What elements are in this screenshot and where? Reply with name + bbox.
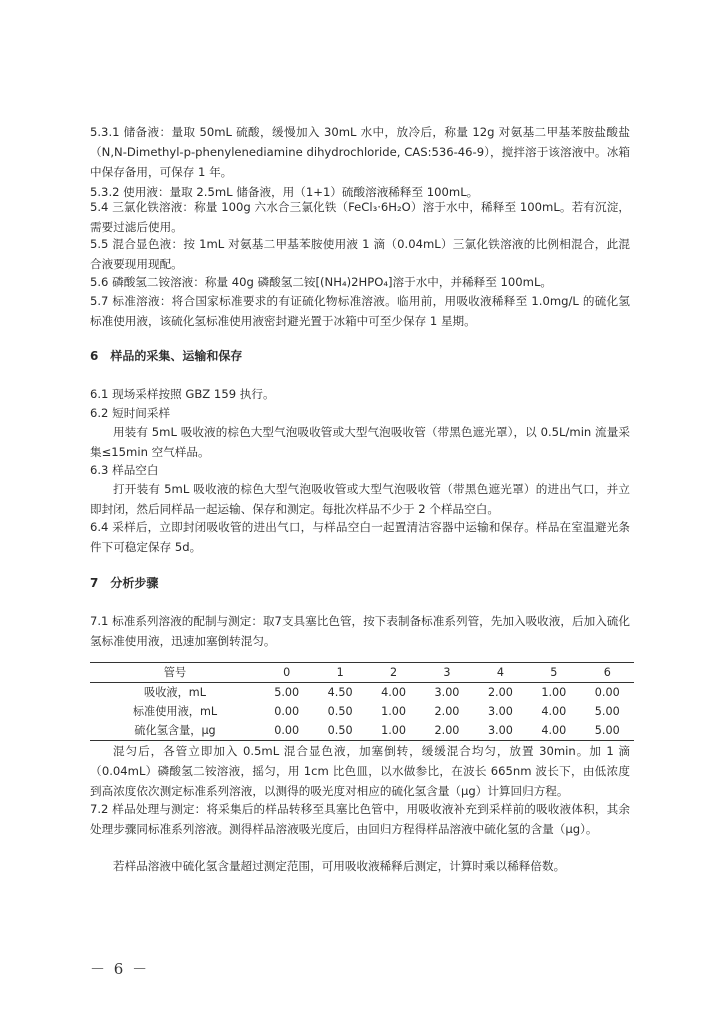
table-cell: 2.00 <box>487 686 513 699</box>
section-7-2-note: 若样品溶液中硫化氢含量超过测定范围，可用吸收液稀释后测定，计算时乘以稀释倍数。 <box>113 859 566 873</box>
section-7-2: 7.2 样品处理与测定：将采集后的样品转移至具塞比色管中，用吸收液补充到采样前的吸收液体积，其余处理步骤同标准系列溶液。测得样品溶液吸光度后，由回归方程得样品溶液中硫化氢的含量（μg）。 <box>90 802 630 836</box>
table-row-label: 吸收液，mL <box>144 686 206 699</box>
table-cell: 0.50 <box>327 724 353 737</box>
section-5-7: 5.7 标准溶液：将合国家标准要求的有证硫化物标准溶液。临用前，用吸收液稀释至 1.0mg/L 的硫化氢标准使用液，该硫化氢标准使用液密封避光置于冰箱中可至少保存 1 星期。 <box>90 294 630 328</box>
table-header-cell: 5 <box>550 666 558 679</box>
section-6-4: 6.4 采样后，立即封闭吸收管的进出气口，与样品空白一起置清洁容器中运输和保存。样品在室温避光条件下可稳定保存 5d。 <box>90 520 630 554</box>
heading-section-6: 6 样品的采集、运输和保存 <box>90 349 243 363</box>
table-cell: 4.00 <box>541 724 567 737</box>
table-row-label: 标准使用液，mL <box>132 705 218 718</box>
table-cell: 3.00 <box>434 686 460 699</box>
table-cell: 0.00 <box>594 686 620 699</box>
section-6-3-title: 6.3 样品空白 <box>90 463 159 477</box>
section-6-1: 6.1 现场采样按照 GBZ 159 执行。 <box>90 387 275 401</box>
table-cell: 5.00 <box>594 724 620 737</box>
table-header-cell: 4 <box>496 666 504 679</box>
section-5-3-1: 5.3.1 储备液：量取 50mL 硫酸，缓慢加入 30mL 水中，放冷后，称量 12g 对氨基二甲基苯胺盐酸盐（N,N-Dimethyl-p-phenylenediamine dihydrochloride, CAS:536-46-9），搅拌溶于该溶液中。冰箱中保存备用，可保存 1 年。 <box>90 125 630 179</box>
standard-series-table <box>90 662 634 741</box>
section-5-3-2: 5.3.2 使用液：量取 2.5mL 储备液，用（1+1）硫酸溶液稀释至 100mL。 <box>90 185 479 199</box>
table-row <box>90 721 634 741</box>
table-cell: 0.50 <box>327 705 353 718</box>
table-cell: 1.00 <box>541 686 567 699</box>
section-6-3-body: 打开装有 5mL 吸收液的棕色大型气泡吸收管或大型气泡吸收管（带黑色遮光罩）的进出气口，并立即封闭，然后同样品一起运输、保存和测定。每批次样品不少于 2 个样品空白。 <box>90 482 630 516</box>
table-header-cell: 2 <box>389 666 398 679</box>
table-header-label: 管号 <box>163 666 187 679</box>
section-6-2-body: 用装有 5mL 吸收液的棕色大型气泡吸收管或大型气泡吸收管（带黑色遮光罩），以 0.5L/min 流量采集≤15min 空气样品。 <box>90 425 630 459</box>
section-7-1: 7.1 标准系列溶液的配制与测定：取7支具塞比色管，按下表制备标准系列管，先加入吸收液，后加入硫化氢标准使用液，迅速加塞倒转混匀。 <box>90 614 630 648</box>
table-cell: 5.00 <box>594 705 620 718</box>
table-cell: 2.00 <box>434 705 460 718</box>
table-cell: 4.00 <box>381 686 407 699</box>
section-6-2-title: 6.2 短时间采样 <box>90 406 171 420</box>
table-cell: 0.00 <box>274 724 300 737</box>
table-cell: 5.00 <box>274 686 300 699</box>
table-row-label: 硫化氢含量，μg <box>134 724 216 737</box>
table-cell: 4.50 <box>327 686 353 699</box>
section-7-1-body: 混匀后，各管立即加入 0.5mL 混合显色液，加塞倒转，缓缓混合均匀，放置 30min。加 1 滴（0.04mL）磷酸氢二铵溶液，摇匀，用 1cm 比色皿，以水做参比，在波长 665nm 波长下，由低浓度到高浓度依次测定标准系列溶液，以测得的吸光度对相应的硫化氢含量（μg）计算回归方程。 <box>90 744 630 798</box>
table-row <box>90 683 634 703</box>
section-5-6: 5.6 磷酸氢二铵溶液：称量 40g 磷酸氢二铵[(NH₄)2HPO₄]溶于水中，并稀释至 100mL。 <box>90 275 553 289</box>
table-header-cell: 0 <box>283 666 291 679</box>
table-cell: 4.00 <box>541 705 567 718</box>
section-5-5: 5.5 混合显色液：按 1mL 对氨基二甲基苯胺使用液 1 滴（0.04mL）三氯化铁溶液的比例相混合，此混合液要现用现配。 <box>90 237 630 271</box>
table-header-row <box>90 663 634 683</box>
table-cell: 3.00 <box>487 705 513 718</box>
table-header-cell: 3 <box>443 666 451 679</box>
section-5-4: 5.4 三氯化铁溶液：称量 100g 六水合三氯化铁（FeCl₃·6H₂O）溶于水中，稀释至 100mL。若有沉淀，需要过滤后使用。 <box>90 200 630 234</box>
table-header-cell: 1 <box>336 666 344 679</box>
table-cell: 2.00 <box>434 724 460 737</box>
table-header-cell: 6 <box>603 666 611 679</box>
heading-section-7: 7 分析步骤 <box>90 576 159 590</box>
page-number: － 6 － <box>90 960 150 978</box>
table-cell: 0.00 <box>274 705 300 718</box>
table-cell: 1.00 <box>381 724 407 737</box>
table-cell: 3.00 <box>487 724 513 737</box>
table-row <box>90 702 634 721</box>
table-cell: 1.00 <box>381 705 407 718</box>
